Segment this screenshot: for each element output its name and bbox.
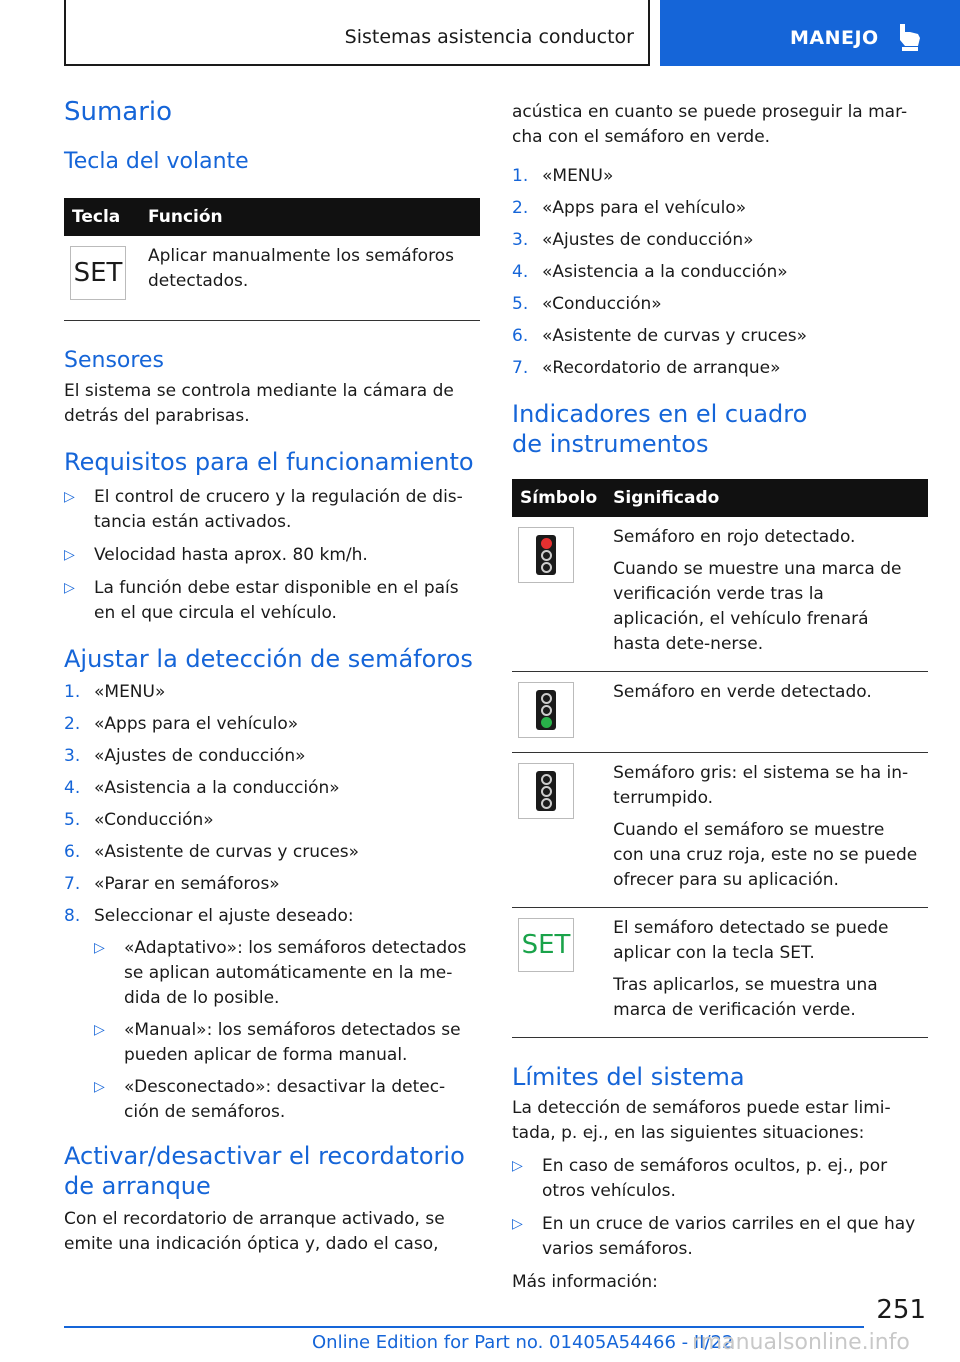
adjust-heading: Ajustar la detección de semáforos: [64, 645, 473, 673]
reminder-text-continued: acústica en cuanto se puede proseguir la mar-cha con el semáforo en verde.: [512, 102, 908, 147]
set-green-icon: SET: [518, 918, 574, 972]
symbol-meaning-text: El semáforo detectado se puede aplicar con la tecla SET.: [613, 918, 889, 963]
table-row: [512, 753, 928, 908]
list-item: ▷ Velocidad hasta aprox. 80 km/h.: [64, 543, 480, 568]
table-row: [512, 672, 928, 753]
limits-heading: Límites del sistema: [512, 1063, 745, 1091]
symbol-meaning-text: Cuando el semáforo se muestre con una cruz roja, este no se puede ofrecer para su aplicación.: [613, 820, 918, 890]
list-item: 3. «Ajustes de conducción»: [512, 230, 754, 250]
more-info-text: Más información:: [512, 1272, 658, 1292]
reminder-heading: Activar/desactivar el recordatorio de arranque: [64, 1142, 465, 1200]
list-item: ▷ La función debe estar disponible en el país en el que circula el vehículo.: [64, 576, 480, 626]
symbol-meaning-text: Tras aplicarlos, se muestra una marca de verificación verde.: [613, 975, 878, 1020]
key-table-header-key: Tecla: [64, 198, 140, 236]
sensors-heading: Sensores: [64, 348, 164, 373]
traffic-light-red-icon: [518, 527, 574, 583]
summary-heading: Sumario: [64, 97, 173, 127]
symbol-meaning-text: Semáforo en verde detectado.: [613, 682, 872, 702]
list-item: 1. «MENU»: [64, 682, 166, 702]
indicators-heading: Indicadores en el cuadro de instrumentos: [512, 400, 808, 458]
header-chapter-title: MANEJO: [790, 27, 879, 49]
list-item: 2. «Apps para el vehículo»: [512, 198, 747, 218]
requirements-list: [64, 485, 480, 626]
limits-text: La detección de semáforos puede estar limi-tada, p. ej., en las siguientes situaciones:: [512, 1098, 891, 1143]
key-function-text: Aplicar manualmente los semáforos detectados.: [140, 236, 480, 321]
list-item: 6. «Asistente de curvas y cruces»: [512, 326, 808, 346]
list-item: ▷ En un cruce de varios carriles en el que hay varios semáforos.: [512, 1212, 928, 1262]
list-item: ▷ «Adaptativo»: los semáforos detectados se aplican automáticamente en la me-dida de lo posible.: [94, 936, 480, 1011]
wheel-key-heading: Tecla del volante: [64, 149, 249, 174]
symbol-meaning-text: Cuando se muestre una marca de verificación verde tras la aplicación, el vehículo frenará hasta dete-nerse.: [613, 559, 902, 654]
header-section-title: Sistemas asistencia conductor: [344, 26, 634, 48]
key-table: [64, 198, 480, 321]
list-item: 7. «Recordatorio de arranque»: [512, 358, 781, 378]
symbol-table: [512, 479, 928, 1038]
list-item: ▷ En caso de semáforos ocultos, p. ej., por otros vehículos.: [512, 1154, 928, 1204]
watermark: rmanualsonline.info: [692, 1330, 910, 1355]
list-item: 6. «Asistente de curvas y cruces»: [64, 842, 360, 862]
list-item: 2. «Apps para el vehículo»: [64, 714, 299, 734]
symbol-table-header-symbol: Símbolo: [512, 479, 605, 517]
reminder-text: Con el recordatorio de arranque activado, se emite una indicación óptica y, dado el caso,: [64, 1209, 445, 1254]
list-item: 1. «MENU»: [512, 166, 614, 186]
symbol-meaning-text: Semáforo gris: el sistema se ha in-terrumpido.: [613, 763, 909, 808]
list-item: ▷ «Desconectado»: desactivar la detec-ción de semáforos.: [94, 1075, 480, 1125]
adjust-options-list: [94, 936, 480, 1125]
adjust-steps: [64, 680, 480, 1125]
list-item: ▷ El control de crucero y la regulación de dis-tancia están activados.: [64, 485, 480, 535]
header-chapter-tab: [660, 0, 960, 66]
list-item: ▷ «Manual»: los semáforos detectados se pueden aplicar de forma manual.: [94, 1018, 480, 1068]
traffic-light-green-icon: [518, 682, 574, 738]
table-row: [64, 236, 480, 321]
list-item: 4. «Asistencia a la conducción»: [512, 262, 788, 282]
list-item: 3. «Ajustes de conducción»: [64, 746, 306, 766]
sensors-text: El sistema se controla mediante la cámara de detrás del parabrisas.: [64, 381, 454, 426]
list-item: 5. «Conducción»: [64, 810, 214, 830]
key-table-header-function: Función: [140, 198, 480, 236]
right-column: [512, 100, 928, 1295]
reminder-steps: [512, 164, 928, 381]
table-row: [512, 908, 928, 1038]
steering-hand-icon: [896, 22, 922, 52]
list-item: 7. «Parar en semáforos»: [64, 874, 280, 894]
symbol-table-header-meaning: Significado: [605, 479, 928, 517]
symbol-meaning-text: Semáforo en rojo detectado.: [613, 527, 856, 547]
list-item: 5. «Conducción»: [512, 294, 662, 314]
list-item: 4. «Asistencia a la conducción»: [64, 778, 340, 798]
page-number: 251: [876, 1295, 926, 1325]
traffic-light-gray-icon: [518, 763, 574, 819]
header-section-box: [64, 0, 650, 66]
requirements-heading: Requisitos para el funcionamiento: [64, 448, 474, 476]
limits-list: [512, 1154, 928, 1262]
set-key-icon: SET: [70, 246, 126, 300]
footer-divider: [64, 1326, 864, 1328]
left-column: [64, 96, 480, 1257]
footer-edition: Online Edition for Part no. 01405A54466 - II/22: [312, 1332, 734, 1353]
table-row: [512, 517, 928, 672]
list-item: 8. Seleccionar el ajuste deseado: ▷ «Adaptativo»: los semáforos detectados se aplican automáticamente en la me-dida de lo posible. ▷ «Manual»: los semáforos detectados se pueden aplicar de forma manual. ▷ «Desconectado»: desactivar la detec-ción de semáforos.: [64, 904, 480, 1125]
